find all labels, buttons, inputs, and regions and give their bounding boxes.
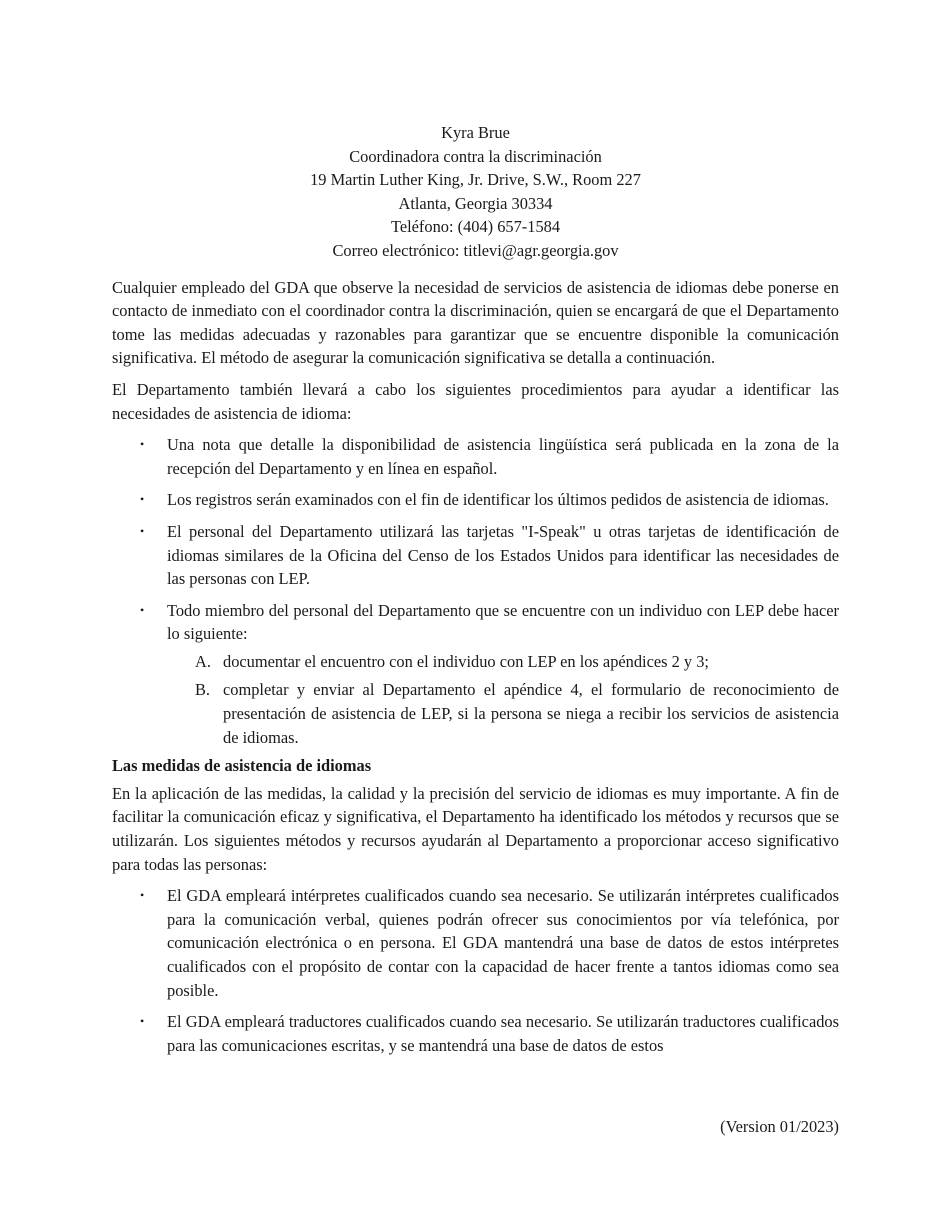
document-page xyxy=(112,121,839,1065)
contact-block xyxy=(112,121,839,263)
list-item-text: El GDA empleará intérpretes cualificados cuando sea necesario. Se utilizarán intérpretes cualificados para la comunicación verbal, quienes podrán ofrecer sus conocimientos por vía telefónica, por comunicación electrónica o en persona. El GDA mantendrá una base de datos de estos intérpretes cualificados con el propósito de contar con la capacidad de hacer frente a tantos idiomas como sea posible. xyxy=(167,886,839,1000)
sub-list-letter: A. xyxy=(195,651,211,671)
list-item xyxy=(112,488,839,512)
contact-title: Coordinadora contra la discriminación xyxy=(349,146,602,166)
sub-list-item xyxy=(167,678,839,749)
list-item xyxy=(112,1010,839,1057)
list-item-text: El GDA empleará traductores cualificados cuando sea necesario. Se utilizarán traductores cualificados para las comunicaciones escritas, y se mantendrá una base de datos de estos xyxy=(167,1012,839,1055)
list-item xyxy=(112,433,839,480)
sub-list-text: documentar el encuentro con el individuo con LEP en los apéndices 2 y 3; xyxy=(223,651,709,671)
procedures-list xyxy=(112,433,839,749)
list-item-text: El personal del Departamento utilizará las tarjetas "I-Speak" u otras tarjetas de identificación de idiomas similares de la Oficina del Censo de los Estados Unidos para identificar las necesidades de las personas con LEP. xyxy=(167,521,839,589)
list-item-text: Una nota que detalle la disponibilidad de asistencia lingüística será publicada en la zona de la recepción del Departamento y en línea en español. xyxy=(167,435,839,478)
list-item xyxy=(112,599,839,750)
bullet-icon: • xyxy=(140,888,145,903)
list-item xyxy=(112,884,839,1002)
bullet-icon: • xyxy=(140,1014,145,1029)
contact-address-line1: 19 Martin Luther King, Jr. Drive, S.W., Room 227 xyxy=(310,170,641,190)
bullet-icon: • xyxy=(140,523,145,538)
bullet-icon: • xyxy=(140,437,145,452)
list-item-text: Todo miembro del personal del Departamento que se encuentre con un individuo con LEP debe hacer lo siguiente: xyxy=(167,600,839,644)
lep-steps-list xyxy=(167,650,839,749)
contact-address-line2: Atlanta, Georgia 30334 xyxy=(398,193,553,213)
bullet-icon: • xyxy=(140,602,145,617)
paragraph-contact-coordinator: Cualquier empleado del GDA que observe la necesidad de servicios de asistencia de idiomas debe ponerse en contacto de inmediato con el coordinador contra la discriminación, quien se encargará de que el Departamento tome las medidas adecuadas y razonables para garantizar que se encuentre disponible la comunicación significativa. El método de asegurar la comunicación significativa se detalla a continuación. xyxy=(112,277,839,368)
paragraph-section-intro: En la aplicación de las medidas, la calidad y la precisión del servicio de idiomas es muy importante. A fin de facilitar la comunicación eficaz y significativa, el Departamento ha identificado los métodos y recursos que se utilizarán. Los siguientes métodos y recursos ayudarán al Departamento a proporcionar acceso significativo para todas las personas: xyxy=(112,783,839,874)
paragraph-procedures-intro: El Departamento también llevará a cabo los siguientes procedimientos para ayudar a identificar las necesidades de asistencia de idioma: xyxy=(112,379,839,423)
version-footer: (Version 01/2023) xyxy=(720,1117,839,1136)
sub-list-text: completar y enviar al Departamento el apéndice 4, el formulario de reconocimiento de presentación de asistencia de LEP, si la persona se niega a recibir los servicios de asistencia de idiomas. xyxy=(223,680,839,747)
bullet-icon: • xyxy=(140,492,145,507)
contact-phone: Teléfono: (404) 657-1584 xyxy=(390,217,561,237)
list-item xyxy=(112,520,839,591)
sub-list-item xyxy=(167,650,839,674)
list-item-text: Los registros serán examinados con el fin de identificar los últimos pedidos de asistencia de idiomas. xyxy=(167,490,829,510)
section-heading: Las medidas de asistencia de idiomas xyxy=(112,756,372,776)
sub-list-letter: B. xyxy=(195,680,211,700)
measures-list xyxy=(112,884,839,1057)
contact-email: Correo electrónico: titlevi@agr.georgia.gov xyxy=(332,240,619,260)
contact-name: Kyra Brue xyxy=(441,123,510,142)
